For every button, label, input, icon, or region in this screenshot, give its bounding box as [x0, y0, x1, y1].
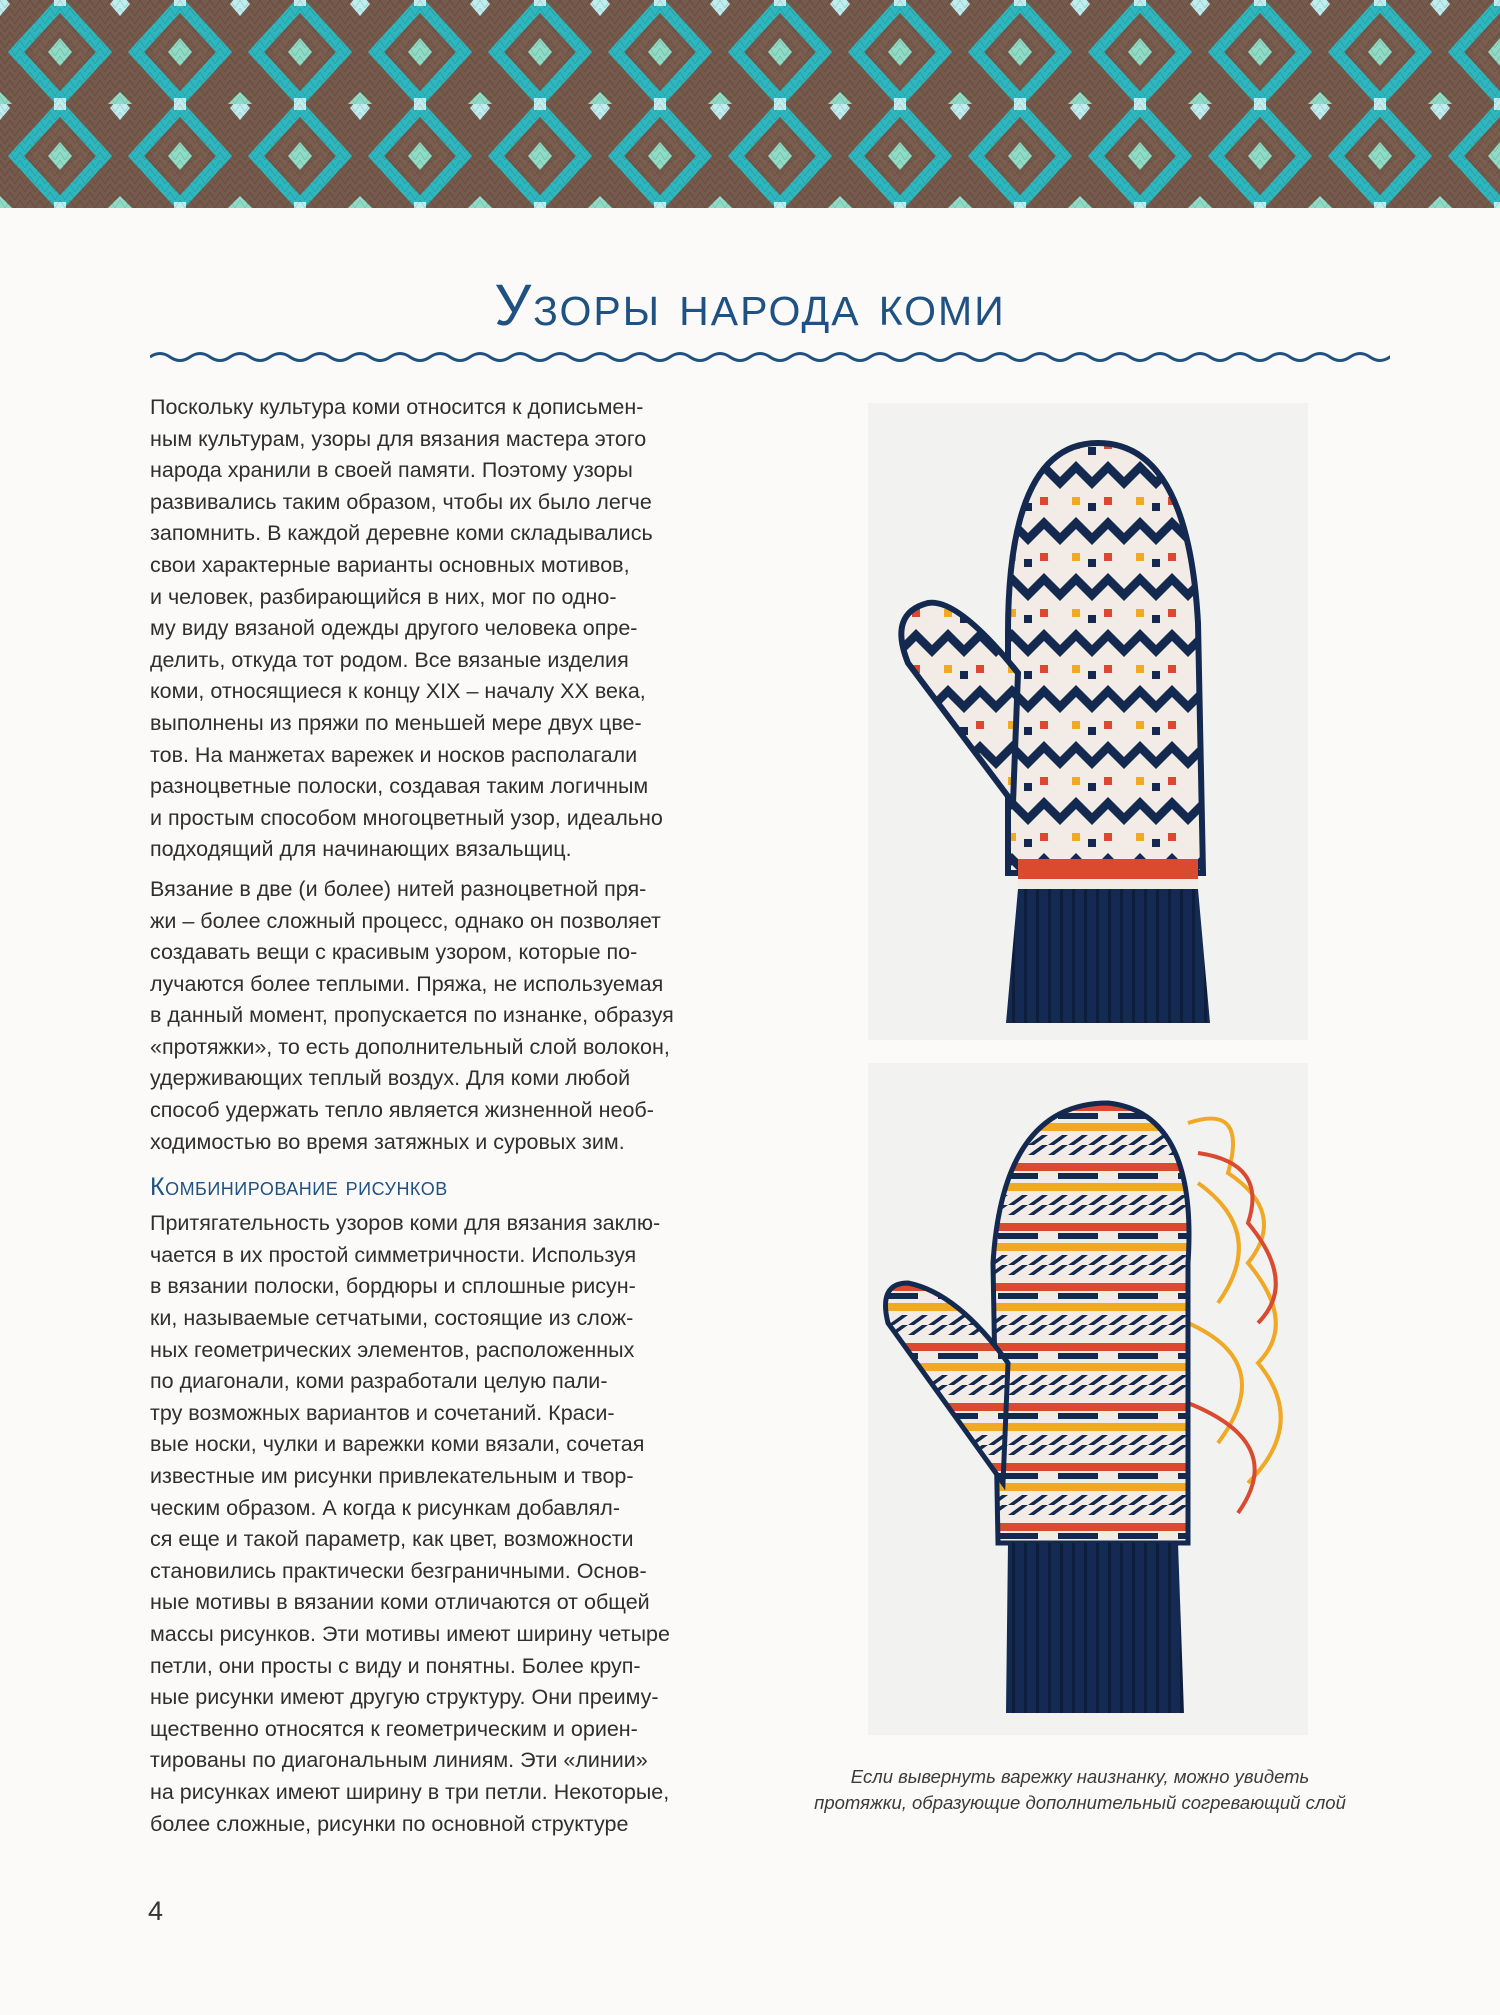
text-line: тов. На манжетах варежек и носков располагали: [150, 742, 638, 767]
text-line: вые носки, чулки и варежки коми вязали, сочетая: [150, 1432, 645, 1457]
text-line: на рисунках имеют ширину в три петли. Некоторые,: [150, 1779, 670, 1804]
mitten-cuff: [1006, 889, 1210, 1023]
text-line: петли, они просты с виду и понятны. Более круп-: [150, 1653, 641, 1678]
text-line: жи – более сложный процесс, однако он позволяет: [150, 908, 661, 933]
paragraph-1: [150, 392, 755, 866]
text-line: ные мотивы в вязании коми отличаются от общей: [150, 1590, 650, 1615]
page-number: 4: [148, 1896, 164, 1926]
text-line: известные им рисунки привлекательным и твор-: [150, 1464, 634, 1488]
text-line: создавать вещи с красивым узором, которые по-: [150, 940, 638, 965]
mitten-thumb-shape: [886, 1283, 1009, 1483]
text-line: разноцветные полоски, создавая таким логичным: [150, 774, 649, 799]
text-line: свои характерные варианты основных мотивов,: [150, 552, 630, 577]
text-line: коми, относящиеся к концу XIX – началу XX века,: [150, 679, 646, 704]
text-line: Вязание в две (и более) нитей разноцветной пря-: [150, 876, 647, 901]
text-line: и простым способом многоцветный узор, идеально: [150, 805, 663, 830]
text-line: лучаются более теплыми. Пряжа, не используемая: [150, 971, 664, 996]
text-line: народа хранили в своей памяти. Поэтому узоры: [150, 458, 633, 483]
text-line: в данный момент, пропускается по изнанке, образуя: [150, 1003, 674, 1028]
mitten-hand-shape: [1008, 443, 1203, 873]
text-line: ные рисунки имеют другую структуру. Они преиму-: [150, 1685, 659, 1710]
header-knit-band: [0, 0, 1500, 208]
text-line: тированы по диагональным линиям. Эти «линии»: [150, 1748, 648, 1773]
mitten-cuff: [1006, 1543, 1184, 1713]
text-line: запомнить. В каждой деревне коми складывались: [150, 521, 653, 546]
photo-caption: [780, 1764, 1380, 1816]
text-line: более сложные, рисунки по основной структуре: [150, 1811, 629, 1836]
text-line: и человек, разбирающийся в них, мог по одно-: [150, 584, 617, 609]
caption-line: протяжки, образующие дополнительный согревающий слой: [814, 1792, 1346, 1813]
text-line: удерживающих теплый воздух. Для коми любой: [150, 1066, 631, 1091]
text-line: делить, откуда тот родом. Все вязаные изделия: [150, 647, 629, 672]
text-line: в вязании полоски, бордюры и сплошные рисун-: [150, 1274, 636, 1299]
text-line: становились практически безграничными. Основ-: [150, 1558, 647, 1583]
text-line: ся еще и такой параметр, как цвет, возможности: [150, 1527, 634, 1552]
page-title: Узоры народа коми: [494, 273, 1006, 338]
text-line: ных геометрических элементов, расположенных: [150, 1337, 635, 1362]
text-line: «протяжки», то есть дополнительный слой волокон,: [150, 1034, 670, 1059]
text-line: му виду вязаной одежды другого человека опре-: [150, 616, 638, 641]
mitten-thumb-shape: [901, 603, 1018, 803]
mitten-hand-shape: [993, 1103, 1189, 1543]
text-line: тру возможных вариантов и сочетаний. Краси-: [150, 1400, 615, 1425]
paragraph-3: [150, 1208, 755, 1840]
text-line: подходящий для начинающих вязальщиц.: [150, 837, 572, 862]
text-line: чается в их простой симметричности. Используя: [150, 1242, 637, 1267]
section-heading: Комбинирование рисунков: [150, 1173, 448, 1202]
text-line: развивались таким образом, чтобы их было легче: [150, 489, 652, 514]
text-line: способ удержать тепло является жизненной необ-: [150, 1098, 654, 1123]
text-line: по диагонали, коми разработали целую пали-: [150, 1369, 608, 1394]
text-line: Притягательность узоров коми для вязания заклю-: [150, 1211, 661, 1236]
title-wave-divider: [150, 346, 1390, 368]
text-line: выполнены из пряжи по меньшей мере двух цве-: [150, 710, 642, 735]
caption-line: Если вывернуть варежку наизнанку, можно увидеть: [850, 1766, 1310, 1787]
mitten-photo-front: [868, 403, 1308, 1040]
text-line: ходимостью во время затяжных и суровых зим.: [150, 1129, 625, 1154]
text-line: ки, называемые сетчатыми, состоящие из слож-: [150, 1306, 634, 1331]
knit-pattern-image: [0, 0, 1500, 208]
text-line: Поскольку культура коми относится к дописьмен-: [150, 395, 644, 419]
text-line: массы рисунков. Эти мотивы имеют ширину четыре: [150, 1621, 670, 1646]
text-line: ным культурам, узоры для вязания мастера этого: [150, 426, 647, 451]
text-line: ческим образом. А когда к рисункам добавлял-: [150, 1495, 621, 1520]
paragraph-2: [150, 874, 755, 1158]
article-text: [150, 392, 755, 1848]
text-line: щественно относятся к геометрическим и ориен-: [150, 1716, 638, 1741]
mitten-photo-inside-out: [868, 1063, 1308, 1735]
